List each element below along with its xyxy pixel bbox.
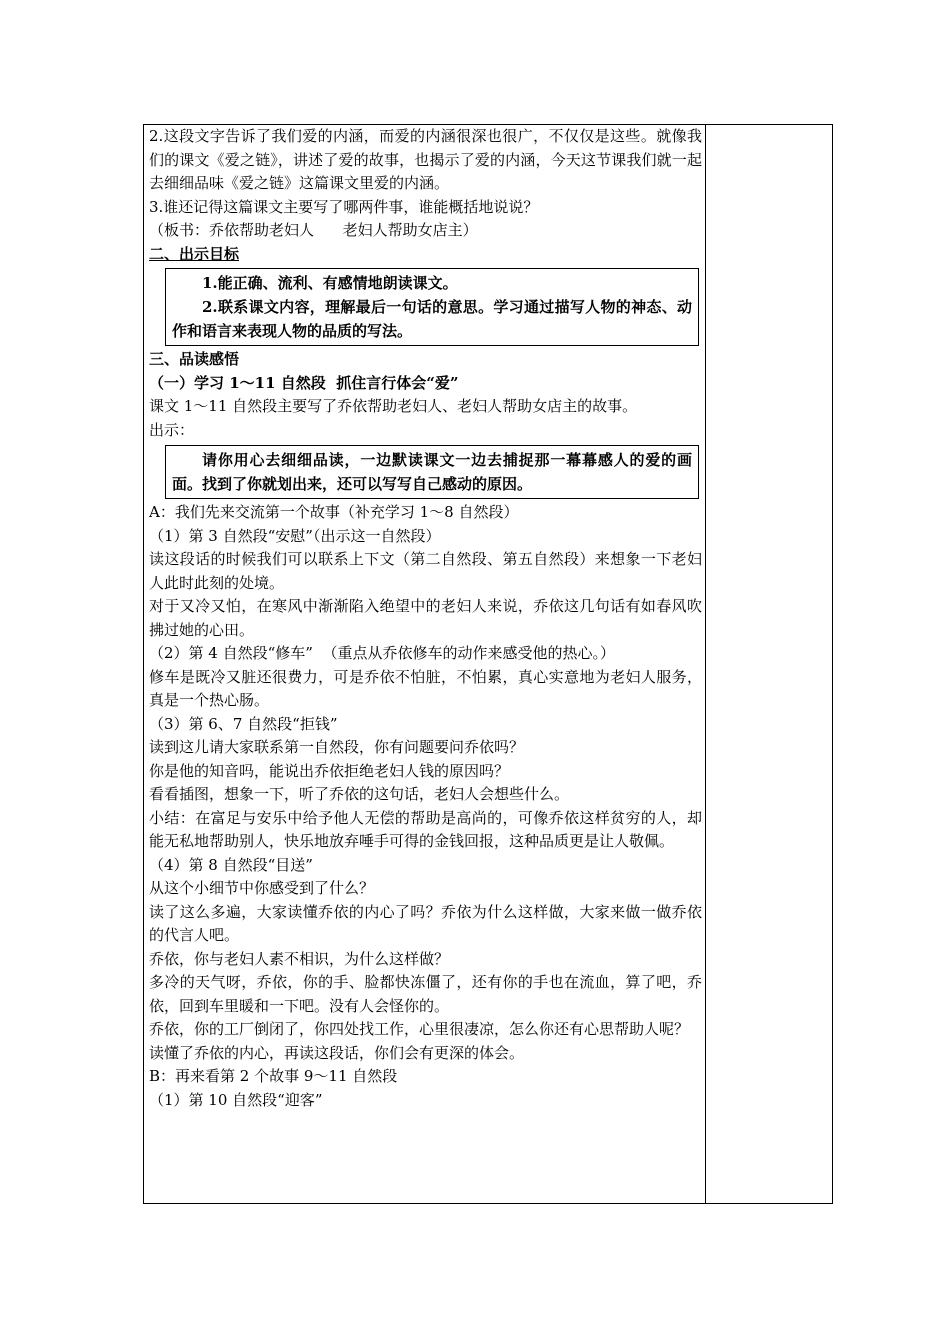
story-a-step-4-text-3: 乔依，你与老妇人素不相识，为什么这样做？ xyxy=(149,949,450,968)
goal-1: 1.能正确、流利、有感情地朗读课文。 xyxy=(202,274,458,292)
show-label: 出示： xyxy=(149,420,195,439)
story-a-step-3-text-1: 读到这儿请大家联系第一自然段，你有问题要问乔依吗？ xyxy=(149,738,525,756)
goal-2: 2.联系课文内容，理解最后一句话的意思。学习通过描写人物的神态、动作和语言来表现人物的品质的写法。 xyxy=(172,298,692,340)
task-text: 请你用心去细细品读，一边默读课文一边去捕捉那一幕幕感人的爱的画面。找到了你就划出来，还可以写写自己感动的原因。 xyxy=(172,451,692,493)
story-a-step-4-text-5: 乔依，你的工厂倒闭了，你四处找工作，心里很凄凉，怎么你还有心思帮助人呢？ xyxy=(149,1020,690,1038)
story-a-title: A：我们先来交流第一个故事（补充学习 1～8 自然段） xyxy=(149,503,519,521)
story-a-step-4-text-6: 读懂了乔依的内心，再读这段话，你们会有更深的体会。 xyxy=(149,1043,525,1062)
story-a-step-2: （2）第 4 自然段“修车” （重点从乔依修车的动作来感受他的热心。） xyxy=(149,644,615,662)
column-divider xyxy=(705,125,706,1203)
story-a-step-1-text-1: 读这段话的时候我们可以联系上下文（第二自然段、第五自然段）来想象一下老妇人此时此刻的处境。 xyxy=(149,550,702,592)
story-a-step-4: （4）第 8 自然段“目送” xyxy=(149,855,313,874)
lesson-table xyxy=(143,124,833,1204)
story-a-step-4-text-2: 读了这么多遍，大家读懂乔依的内心了吗？乔依为什么这样做，大家来做一做乔依的代言人吧。 xyxy=(149,902,702,944)
subsection-1-heading: （一）学习 1～11 自然段 抓住言行体会“爱” xyxy=(149,373,459,392)
story-b-step-1: （1）第 10 自然段“迎客” xyxy=(149,1090,323,1109)
board-note: （板书：乔依帮助老妇人 老妇人帮助女店主） xyxy=(149,221,478,239)
task-box xyxy=(165,445,699,499)
intro-paragraph-2: 2.这段文字告诉了我们爱的内涵，而爱的内涵很深也很广，不仅仅是这些。就像我们的课文《爱之链》，讲述了爱的故事，也揭示了爱的内涵，今天这节课我们就一起去细细品味《爱之链》这篇课文里爱的内涵。 xyxy=(149,127,702,192)
story-a-step-3-summary: 小结：在富足与安乐中给予他人无偿的帮助是高尚的，可像乔依这样贫穷的人，却能无私地帮助别人，快乐地放弃唾手可得的金钱回报，这种品质更是让人敬佩。 xyxy=(149,808,702,850)
goals-box xyxy=(165,268,699,346)
story-a-step-3-text-3: 看看插图，想象一下，听了乔依的这句话，老妇人会想些什么。 xyxy=(149,785,570,803)
story-a-step-3: （3）第 6、7 自然段“拒钱” xyxy=(149,714,338,733)
story-a-step-2-text-1: 修车是既冷又脏还很费力，可是乔依不怕脏，不怕累，真心实意地为老妇人服务，真是一个热心肠。 xyxy=(149,667,702,709)
story-a-step-1-text-2: 对于又冷又怕，在寒风中渐渐陷入绝望中的老妇人来说，乔依这几句话有如春风吹拂过她的心田。 xyxy=(149,597,702,639)
summary-text: 课文 1～11 自然段主要写了乔依帮助老妇人、老妇人帮助女店主的故事。 xyxy=(149,397,638,415)
story-b-title: B：再来看第 2 个故事 9～11 自然段 xyxy=(149,1067,398,1085)
section-2-heading: 二、出示目标 xyxy=(149,244,240,263)
story-a-step-1: （1）第 3 自然段“安慰”（出示这一自然段） xyxy=(149,526,441,545)
section-3-heading: 三、品读感悟 xyxy=(149,350,240,368)
lesson-content-cell xyxy=(149,125,702,1112)
story-a-step-3-text-2: 你是他的知音吗，能说出乔依拒绝老妇人钱的原因吗？ xyxy=(149,761,510,780)
story-a-step-4-text-4: 多冷的天气呀，乔依，你的手、脸都快冻僵了，还有你的手也在流血，算了吧，乔依，回到车里暖和一下吧。没有人会怪你的。 xyxy=(149,973,702,1015)
story-a-step-4-text-1: 从这个小细节中你感受到了什么？ xyxy=(149,879,375,897)
intro-paragraph-3: 3.谁还记得这篇课文主要写了哪两件事，谁能概括地说说？ xyxy=(149,197,539,216)
